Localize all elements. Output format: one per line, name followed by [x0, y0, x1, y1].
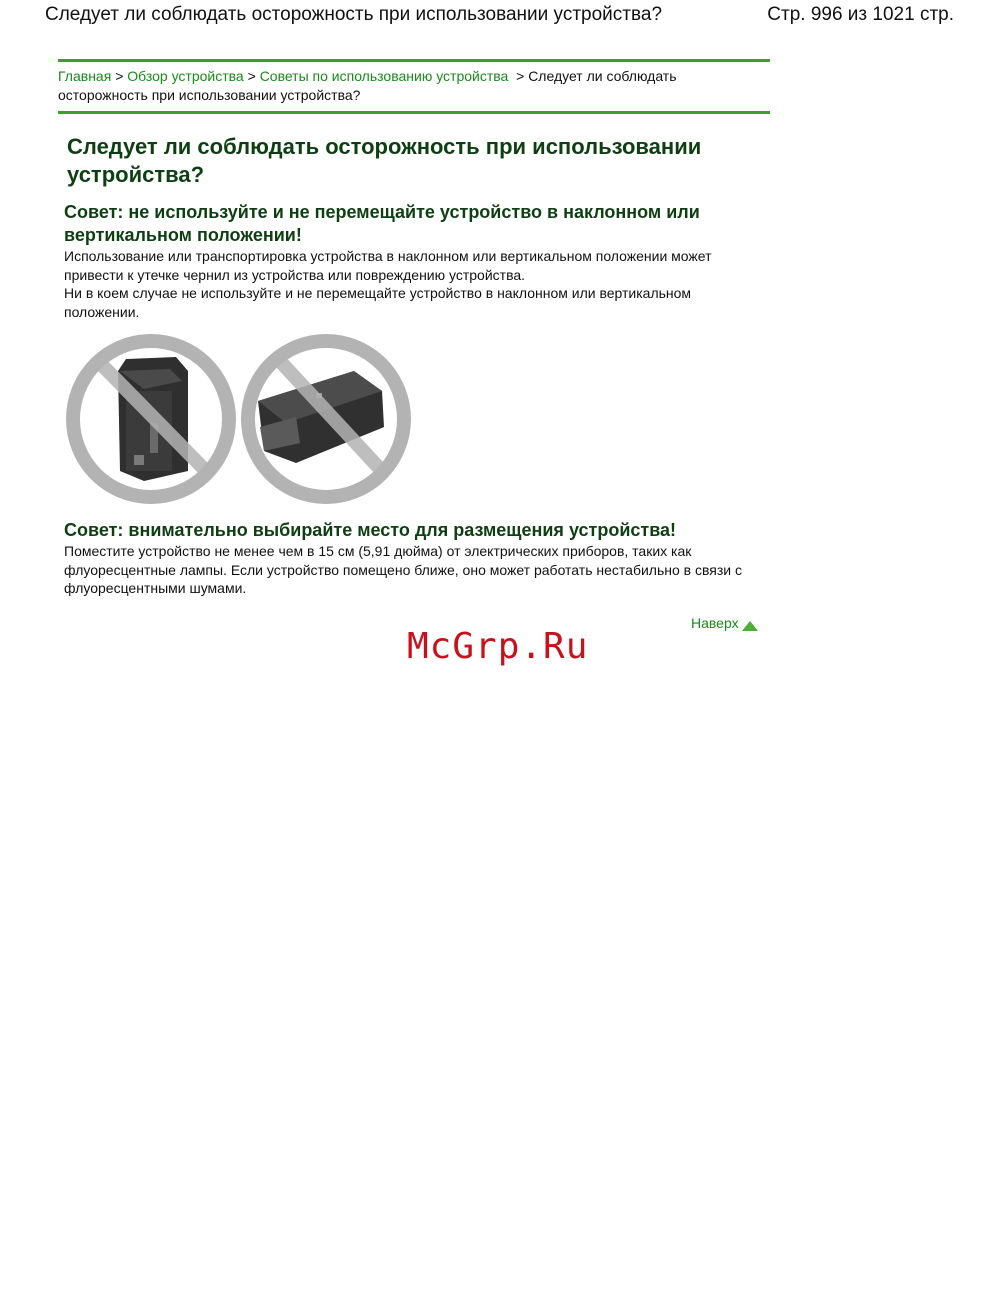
back-to-top-label: Наверх	[691, 615, 739, 631]
tip-section-placement	[64, 519, 764, 598]
breadcrumb	[58, 59, 770, 114]
page-title: Следует ли соблюдать осторожность при использовании устройства?	[67, 134, 702, 187]
tip-heading: Совет: внимательно выбирайте место для размещения устройства!	[64, 520, 677, 540]
tip-paragraph: Использование или транспортировка устройства в наклонном или вертикальном положении может привести к утечке чернил из устройства или повреждению устройства.	[64, 248, 712, 283]
breadcrumb-overview-link[interactable]: Обзор устройства	[127, 68, 244, 84]
prohibited-orientation-illustration	[64, 331, 416, 507]
breadcrumb-current-cont: осторожность при использовании устройства?	[58, 87, 361, 103]
breadcrumb-tips-link[interactable]: Советы по использованию устройства	[259, 68, 509, 84]
breadcrumb-separator: >	[247, 68, 256, 84]
back-to-top-link[interactable]	[691, 615, 758, 631]
page-number: Стр. 996 из 1021 стр.	[767, 4, 954, 25]
watermark: McGrp.Ru	[407, 626, 589, 667]
triangle-up-icon	[742, 621, 758, 631]
tip-paragraph: Поместите устройство не менее чем в 15 см (5,91 дюйма) от электрических приборов, таких как флуоресцентные лампы. Если устройство помещено ближе, оно может работать нестабильно в связи с флуоресцентными шумами.	[64, 543, 742, 596]
tip-paragraph: Ни в коем случае не используйте и не перемещайте устройство в наклонном или вертикальном положении.	[64, 285, 692, 320]
breadcrumb-separator: >	[115, 68, 124, 84]
print-header-title: Следует ли соблюдать осторожность при использовании устройства?	[45, 4, 663, 25]
tip-heading: Совет: не используйте и не перемещайте устройство в наклонном или вертикальном положении!	[64, 202, 700, 245]
tip-section-orientation	[64, 201, 764, 321]
print-header	[45, 4, 954, 30]
breadcrumb-current: > Следует ли соблюдать	[516, 68, 677, 84]
breadcrumb-home-link[interactable]: Главная	[58, 68, 112, 84]
prohibited-vertical-printer-icon	[73, 341, 229, 497]
prohibited-tilted-printer-icon	[248, 341, 404, 497]
